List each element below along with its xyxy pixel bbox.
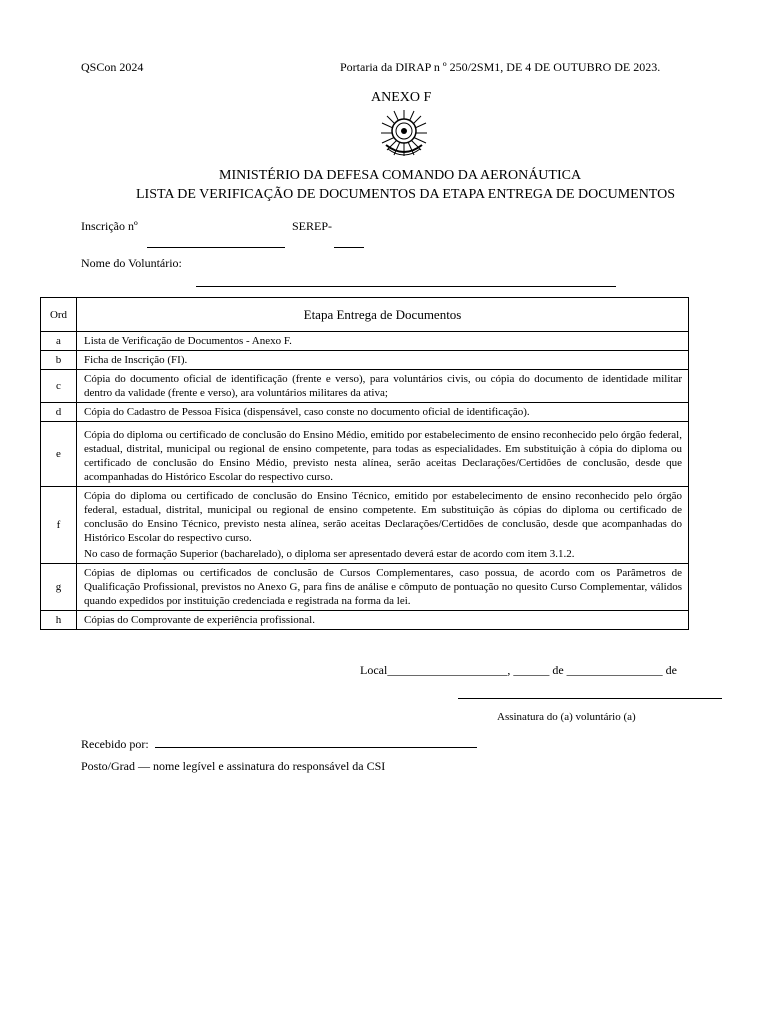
row-text: Ficha de Inscrição (FI). — [84, 354, 188, 366]
signature-line[interactable] — [458, 698, 722, 699]
table-row — [41, 351, 689, 370]
table-title: Etapa Entrega de Documentos — [77, 298, 689, 332]
inscricao-field[interactable] — [147, 247, 285, 248]
row-ord: b — [41, 351, 77, 370]
recebido-field[interactable] — [155, 747, 477, 748]
row-ord: a — [41, 332, 77, 351]
row-ord: c — [41, 370, 77, 403]
signature-label: Assinatura do (a) voluntário (a) — [497, 711, 636, 723]
row-ord: f — [41, 487, 77, 564]
table-row — [41, 611, 689, 630]
header-right: Portaria da DIRAP n º 250/2SM1, DE 4 DE OUTUBRO DE 2023. — [340, 60, 661, 74]
table-row — [41, 487, 689, 564]
row-text: Cópias do Comprovante de experiência profissional. — [84, 614, 315, 626]
list-title: LISTA DE VERIFICAÇÃO DE DOCUMENTOS DA ETAPA ENTREGA DE DOCUMENTOS — [136, 187, 675, 202]
row-ord: h — [41, 611, 77, 630]
document-checklist-table — [40, 297, 689, 630]
local-date-line[interactable]: Local____________________, ______ de ________________ de — [360, 663, 677, 677]
row-ord: e — [41, 422, 77, 487]
posto-label: Posto/Grad — nome legível e assinatura do responsável da CSI — [81, 759, 386, 773]
serep-label: SEREP- — [292, 219, 333, 233]
inscricao-label: Inscrição nº — [81, 219, 138, 233]
row-ord: g — [41, 564, 77, 611]
row-text-note: No caso de formação Superior (bacharelado), o diploma ser apresentado deverá estar de acordo com item 3.1.2. — [84, 548, 575, 560]
table-row — [41, 422, 689, 487]
ord-header: Ord — [41, 298, 77, 332]
coat-of-arms-icon — [376, 107, 432, 159]
row-text: Cópia do diploma ou certificado de conclusão do Ensino Médio, emitido por estabelecimento de ensino reconhecido pelo órgão federal, estadual, distrital, municipal ou regional de ensino competente, para todas as especialidades. Em substituição à cópia do diploma ou certificado de conclusão do Ensino Médio, previsto nesta alínea, serão aceitas Declarações/Certidões de conclusão, desde que acompanhadas do Histórico Escolar do respectivo curso. — [84, 429, 682, 483]
ministry-title: MINISTÉRIO DA DEFESA COMANDO DA AERONÁUTICA — [219, 168, 582, 183]
row-text: Lista de Verificação de Documentos - Anexo F. — [84, 335, 292, 347]
row-text: Cópia do diploma ou certificado de conclusão do Ensino Técnico, emitido por estabelecimento de ensino reconhecido pelo órgão federal, estadual, distrital, municipal ou regional de ensino competente. Em substituição às cópias do diploma ou certificado de conclusão do Ensino Técnico, previsto nesta alínea, serão aceitas Declarações/Certidões de conclusão, desde que acompanhadas do Histórico Escolar do respectivo curso. — [84, 490, 682, 544]
row-ord: d — [41, 403, 77, 422]
table-row — [41, 370, 689, 403]
nome-label: Nome do Voluntário: — [81, 256, 182, 270]
row-text: Cópia do Cadastro de Pessoa Física (dispensável, caso conste no documento oficial de identificação). — [84, 406, 530, 418]
row-text: Cópia do documento oficial de identificação (frente e verso), para voluntários civis, ou cópia do documento de identidade militar dentro da validade (frente e verso), ara voluntários militares da ativa; — [84, 373, 682, 399]
nome-field[interactable] — [196, 286, 616, 287]
header-left: QSCon 2024 — [81, 60, 144, 74]
annex-title: ANEXO F — [371, 90, 432, 105]
table-row — [41, 564, 689, 611]
table-row — [41, 332, 689, 351]
row-text: Cópias de diplomas ou certificados de conclusão de Cursos Complementares, caso possua, de acordo com os Parâmetros de Qualificação Profissional, previstos no Anexo G, para fins de análise e cômputo de pontuação no quesito Curso Complementar, válidos quando expedidos por instituição credenciada e registrada na forma da lei. — [84, 567, 682, 607]
recebido-label: Recebido por: — [81, 737, 149, 751]
table-row — [41, 403, 689, 422]
serep-field[interactable] — [334, 247, 364, 248]
